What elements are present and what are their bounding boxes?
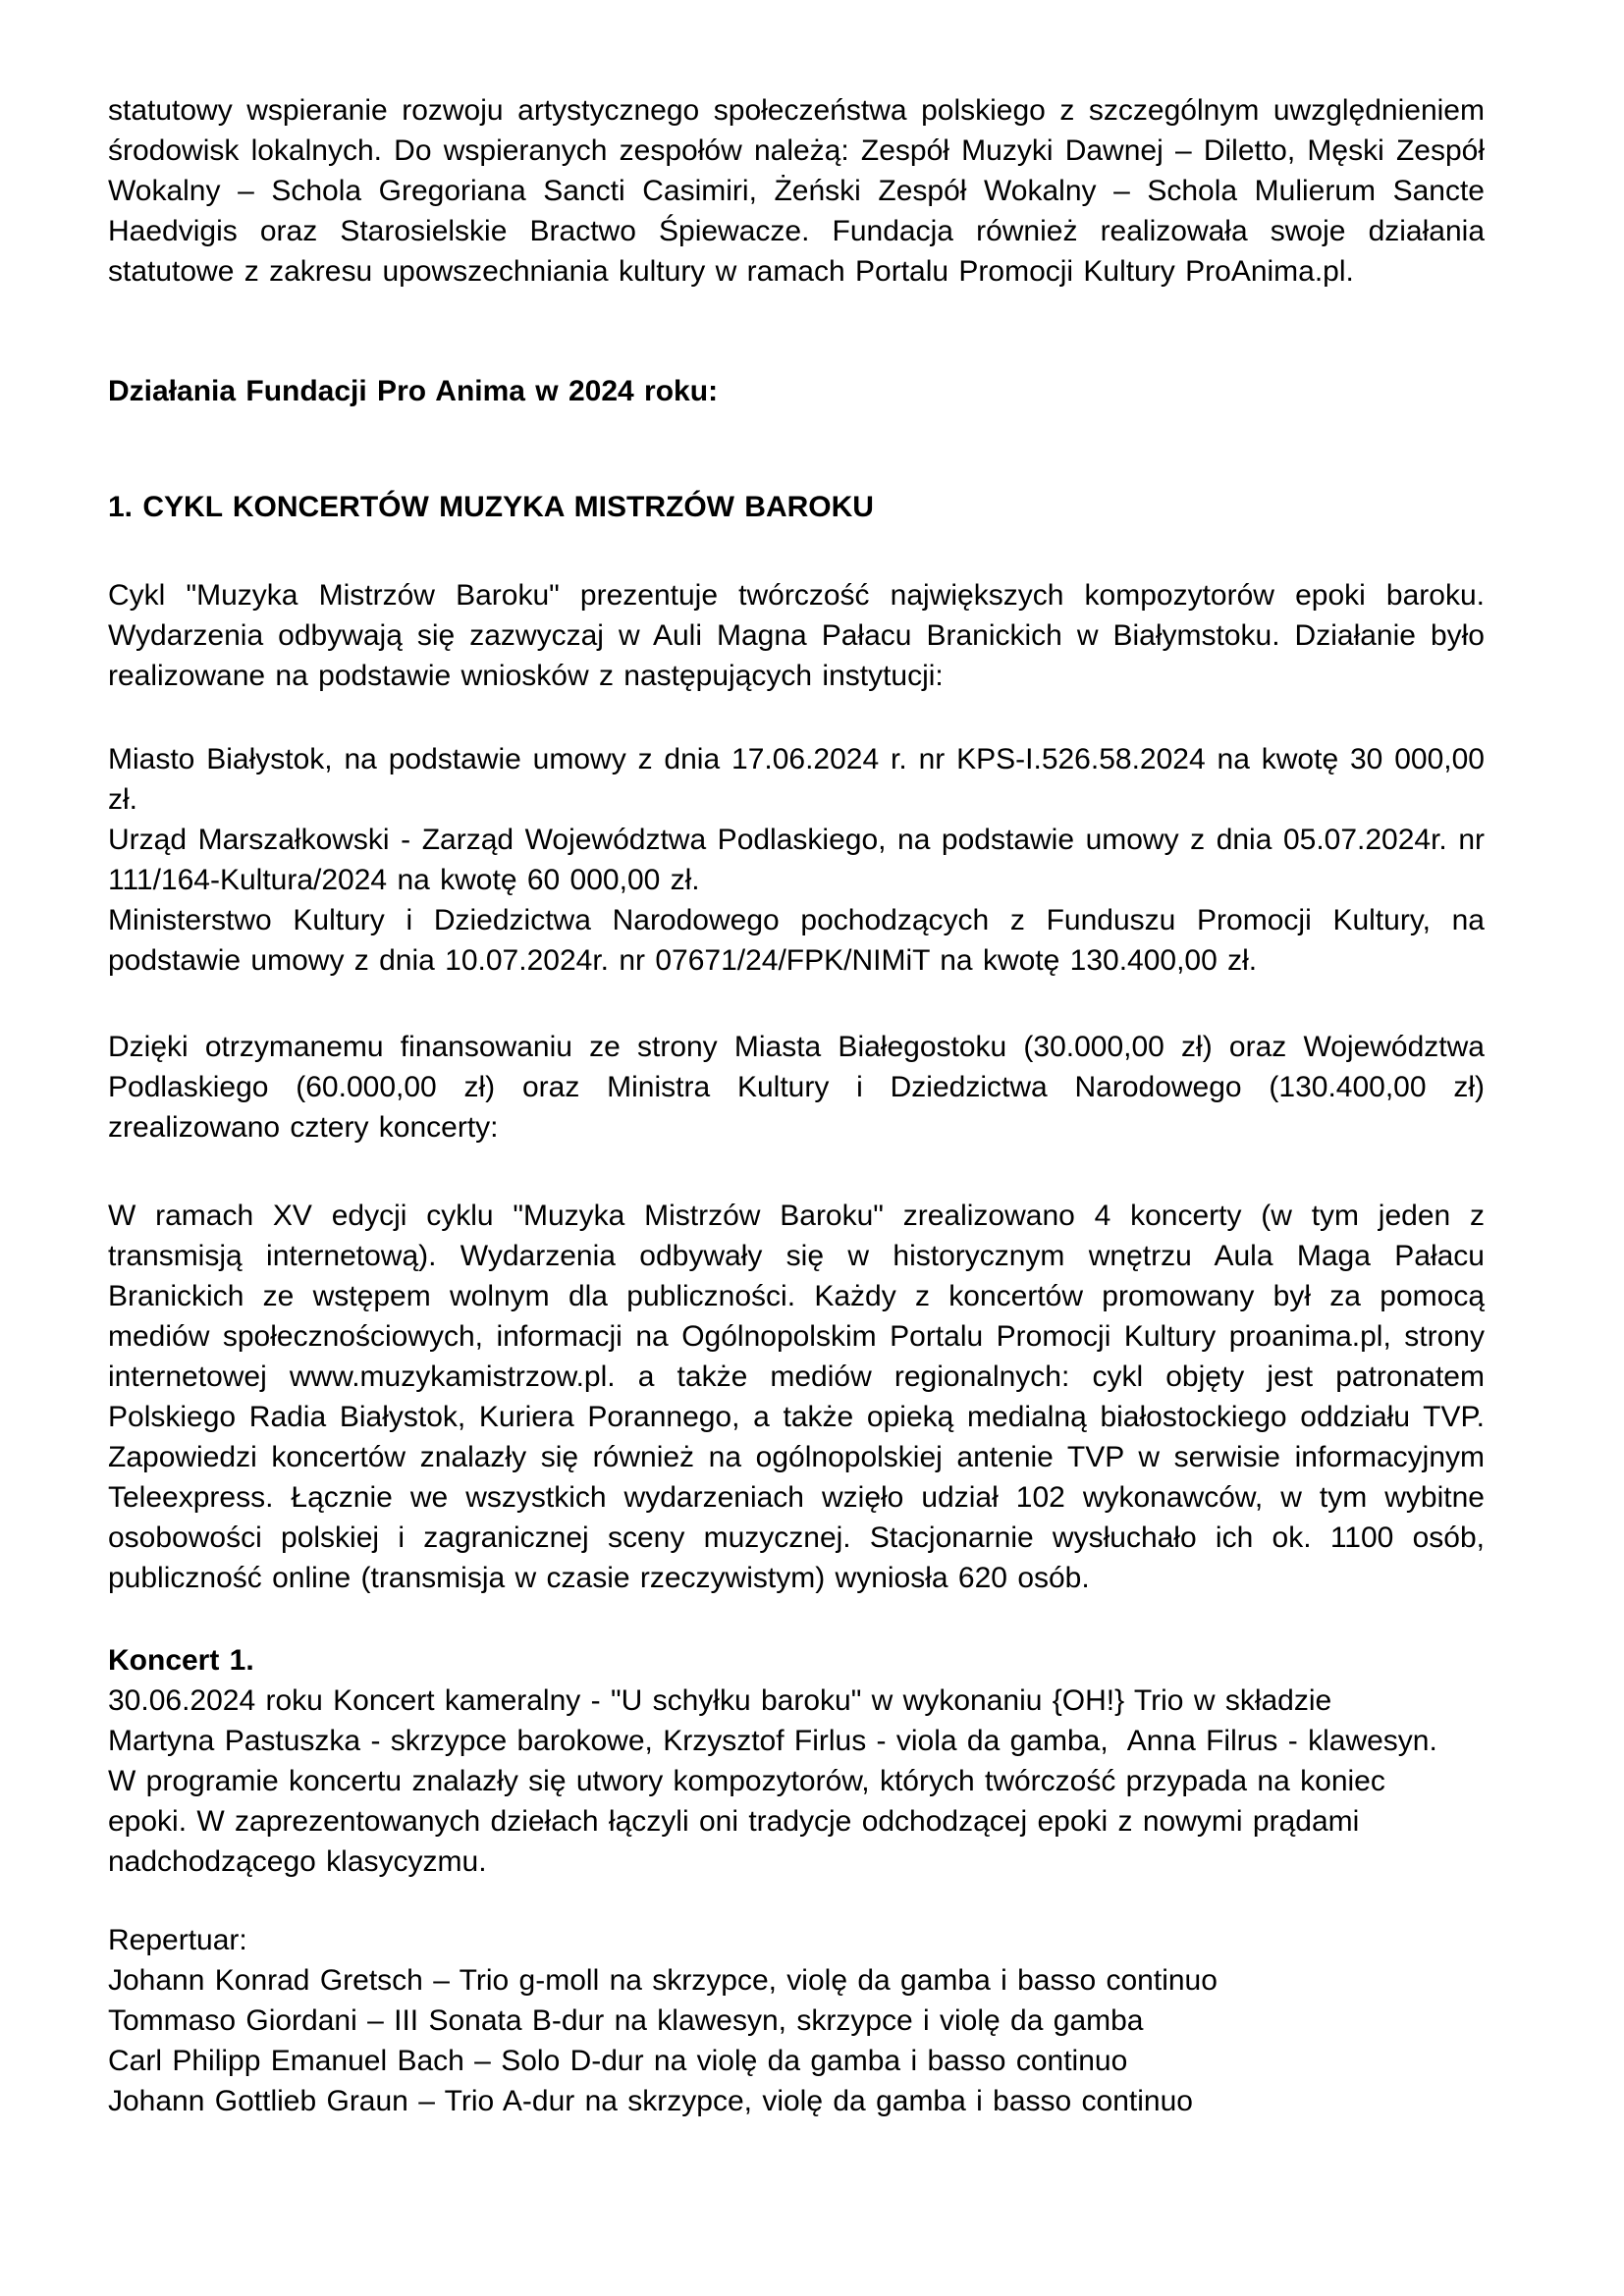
concert1-description — [108, 1681, 1485, 1882]
repertoire-heading: Repertuar: — [108, 1924, 247, 1956]
concert1-description-line: W programie koncertu znalazły się utwory kompozytorów, których twórczość przypada na koniec — [108, 1765, 1385, 1797]
funding-summary-paragraph: Dzięki otrzymanemu finansowaniu ze strony Miasta Białegostoku (30.000,00 zł) oraz Województwa Podlaskiego (60.000,00 zł) oraz Ministra Kultury i Dziedzictwa Narodowego (130.400,00 zł) zrealizowano cztery koncerty: — [108, 1031, 1485, 1144]
funding-agreement-miasto-bialystok: Miasto Białystok, na podstawie umowy z dnia 17.06.2024 r. nr KPS-I.526.58.2024 na kwotę 30 000,00 zł. — [108, 743, 1485, 816]
repertoire-item: Carl Philipp Emanuel Bach – Solo D-dur na violę da gamba i basso continuo — [108, 2045, 1128, 2077]
concert1-description-line: 30.06.2024 roku Koncert kameralny - "U schyłku baroku" w wykonaniu {OH!} Trio w składzie — [108, 1684, 1332, 1717]
activities-heading: Działania Fundacji Pro Anima w 2024 roku: — [108, 375, 719, 407]
funding-agreement-ministerstwo-kultury: Ministerstwo Kultury i Dziedzictwa Narodowego pochodzących z Funduszu Promocji Kultury, na podstawie umowy z dnia 10.07.2024r. nr 07671/24/FPK/NIMiT na kwotę 130.400,00 zł. — [108, 904, 1485, 977]
cycle-intro-paragraph: Cykl "Muzyka Mistrzów Baroku" prezentuje twórczość największych kompozytorów epoki baroku. Wydarzenia odbywają się zazwyczaj w Auli Magna Pałacu Branickich w Białymstoku. Działanie było realizowane na podstawie wniosków z następujących instytucji: — [108, 579, 1485, 692]
concert1-description-line: Martyna Pastuszka - skrzypce barokowe, Krzysztof Firlus - viola da gamba, Anna Filrus - klawesyn. — [108, 1725, 1437, 1757]
repertoire-list — [108, 1960, 1485, 2121]
cycle-report-paragraph: W ramach XV edycji cyklu "Muzyka Mistrzów Baroku" zrealizowano 4 koncerty (w tym jeden z transmisją internetową). Wydarzenia odbywały się w historycznym wnętrzu Aula Maga Pałacu Branickich ze wstępem wolnym dla publiczności. Każdy z koncertów promowany był za pomocą mediów społecznościowych, informacji na Ogólnopolskim Portalu Promocji Kultury proanima.pl, strony internetowej www.muzykamistrzow.pl. a także mediów regionalnych: cykl objęty jest patronatem Polskiego Radia Białystok, Kuriera Porannego, a także opieką medialną białostockiego oddziału TVP. Zapowiedzi koncertów znalazły się również na ogólnopolskiej antenie TVP w serwisie informacyjnym Teleexpress. Łącznie we wszystkich wydarzeniach wzięło udział 102 wykonawców, w tym wybitne osobowości polskiej i zagranicznej sceny muzycznej. Stacjonarnie wysłuchało ich ok. 1100 osób, publiczność online (transmisja w czasie rzeczywistym) wyniosła 620 osób. — [108, 1200, 1485, 1594]
funding-agreement-urzad-marszalkowski: Urząd Marszałkowski - Zarząd Województwa Podlaskiego, na podstawie umowy z dnia 05.07.2024r. nr 111/164-Kultura/2024 na kwotę 60 000,00 zł. — [108, 824, 1485, 896]
section1-heading: 1. CYKL KONCERTÓW MUZYKA MISTRZÓW BAROKU — [108, 491, 874, 523]
repertoire-item: Johann Konrad Gretsch – Trio g-moll na skrzypce, violę da gamba i basso continuo — [108, 1964, 1218, 1997]
concert1-heading: Koncert 1. — [108, 1644, 254, 1677]
concert1-description-line: epoki. W zaprezentowanych dziełach łączyli oni tradycje odchodzącej epoki z nowymi prądami — [108, 1805, 1360, 1838]
repertoire-item: Johann Gottlieb Graun – Trio A-dur na skrzypce, violę da gamba i basso continuo — [108, 2085, 1193, 2117]
intro-paragraph: statutowy wspieranie rozwoju artystycznego społeczeństwa polskiego z szczególnym uwzględnieniem środowisk lokalnych. Do wspieranych zespołów należą: Zespół Muzyki Dawnej – Diletto, Męski Zespół Wokalny – Schola Gregoriana Sancti Casimiri, Żeński Zespół Wokalny – Schola Mulierum Sancte Haedvigis oraz Starosielskie Bractwo Śpiewacze. Fundacja również realizowała swoje działania statutowe z zakresu upowszechniania kultury w ramach Portalu Promocji Kultury ProAnima.pl. — [108, 94, 1485, 288]
funding-agreements-block — [108, 739, 1485, 981]
concert1-description-line: nadchodzącego klasycyzmu. — [108, 1845, 487, 1878]
repertoire-item: Tommaso Giordani – III Sonata B-dur na klawesyn, skrzypce i violę da gamba — [108, 2004, 1144, 2037]
